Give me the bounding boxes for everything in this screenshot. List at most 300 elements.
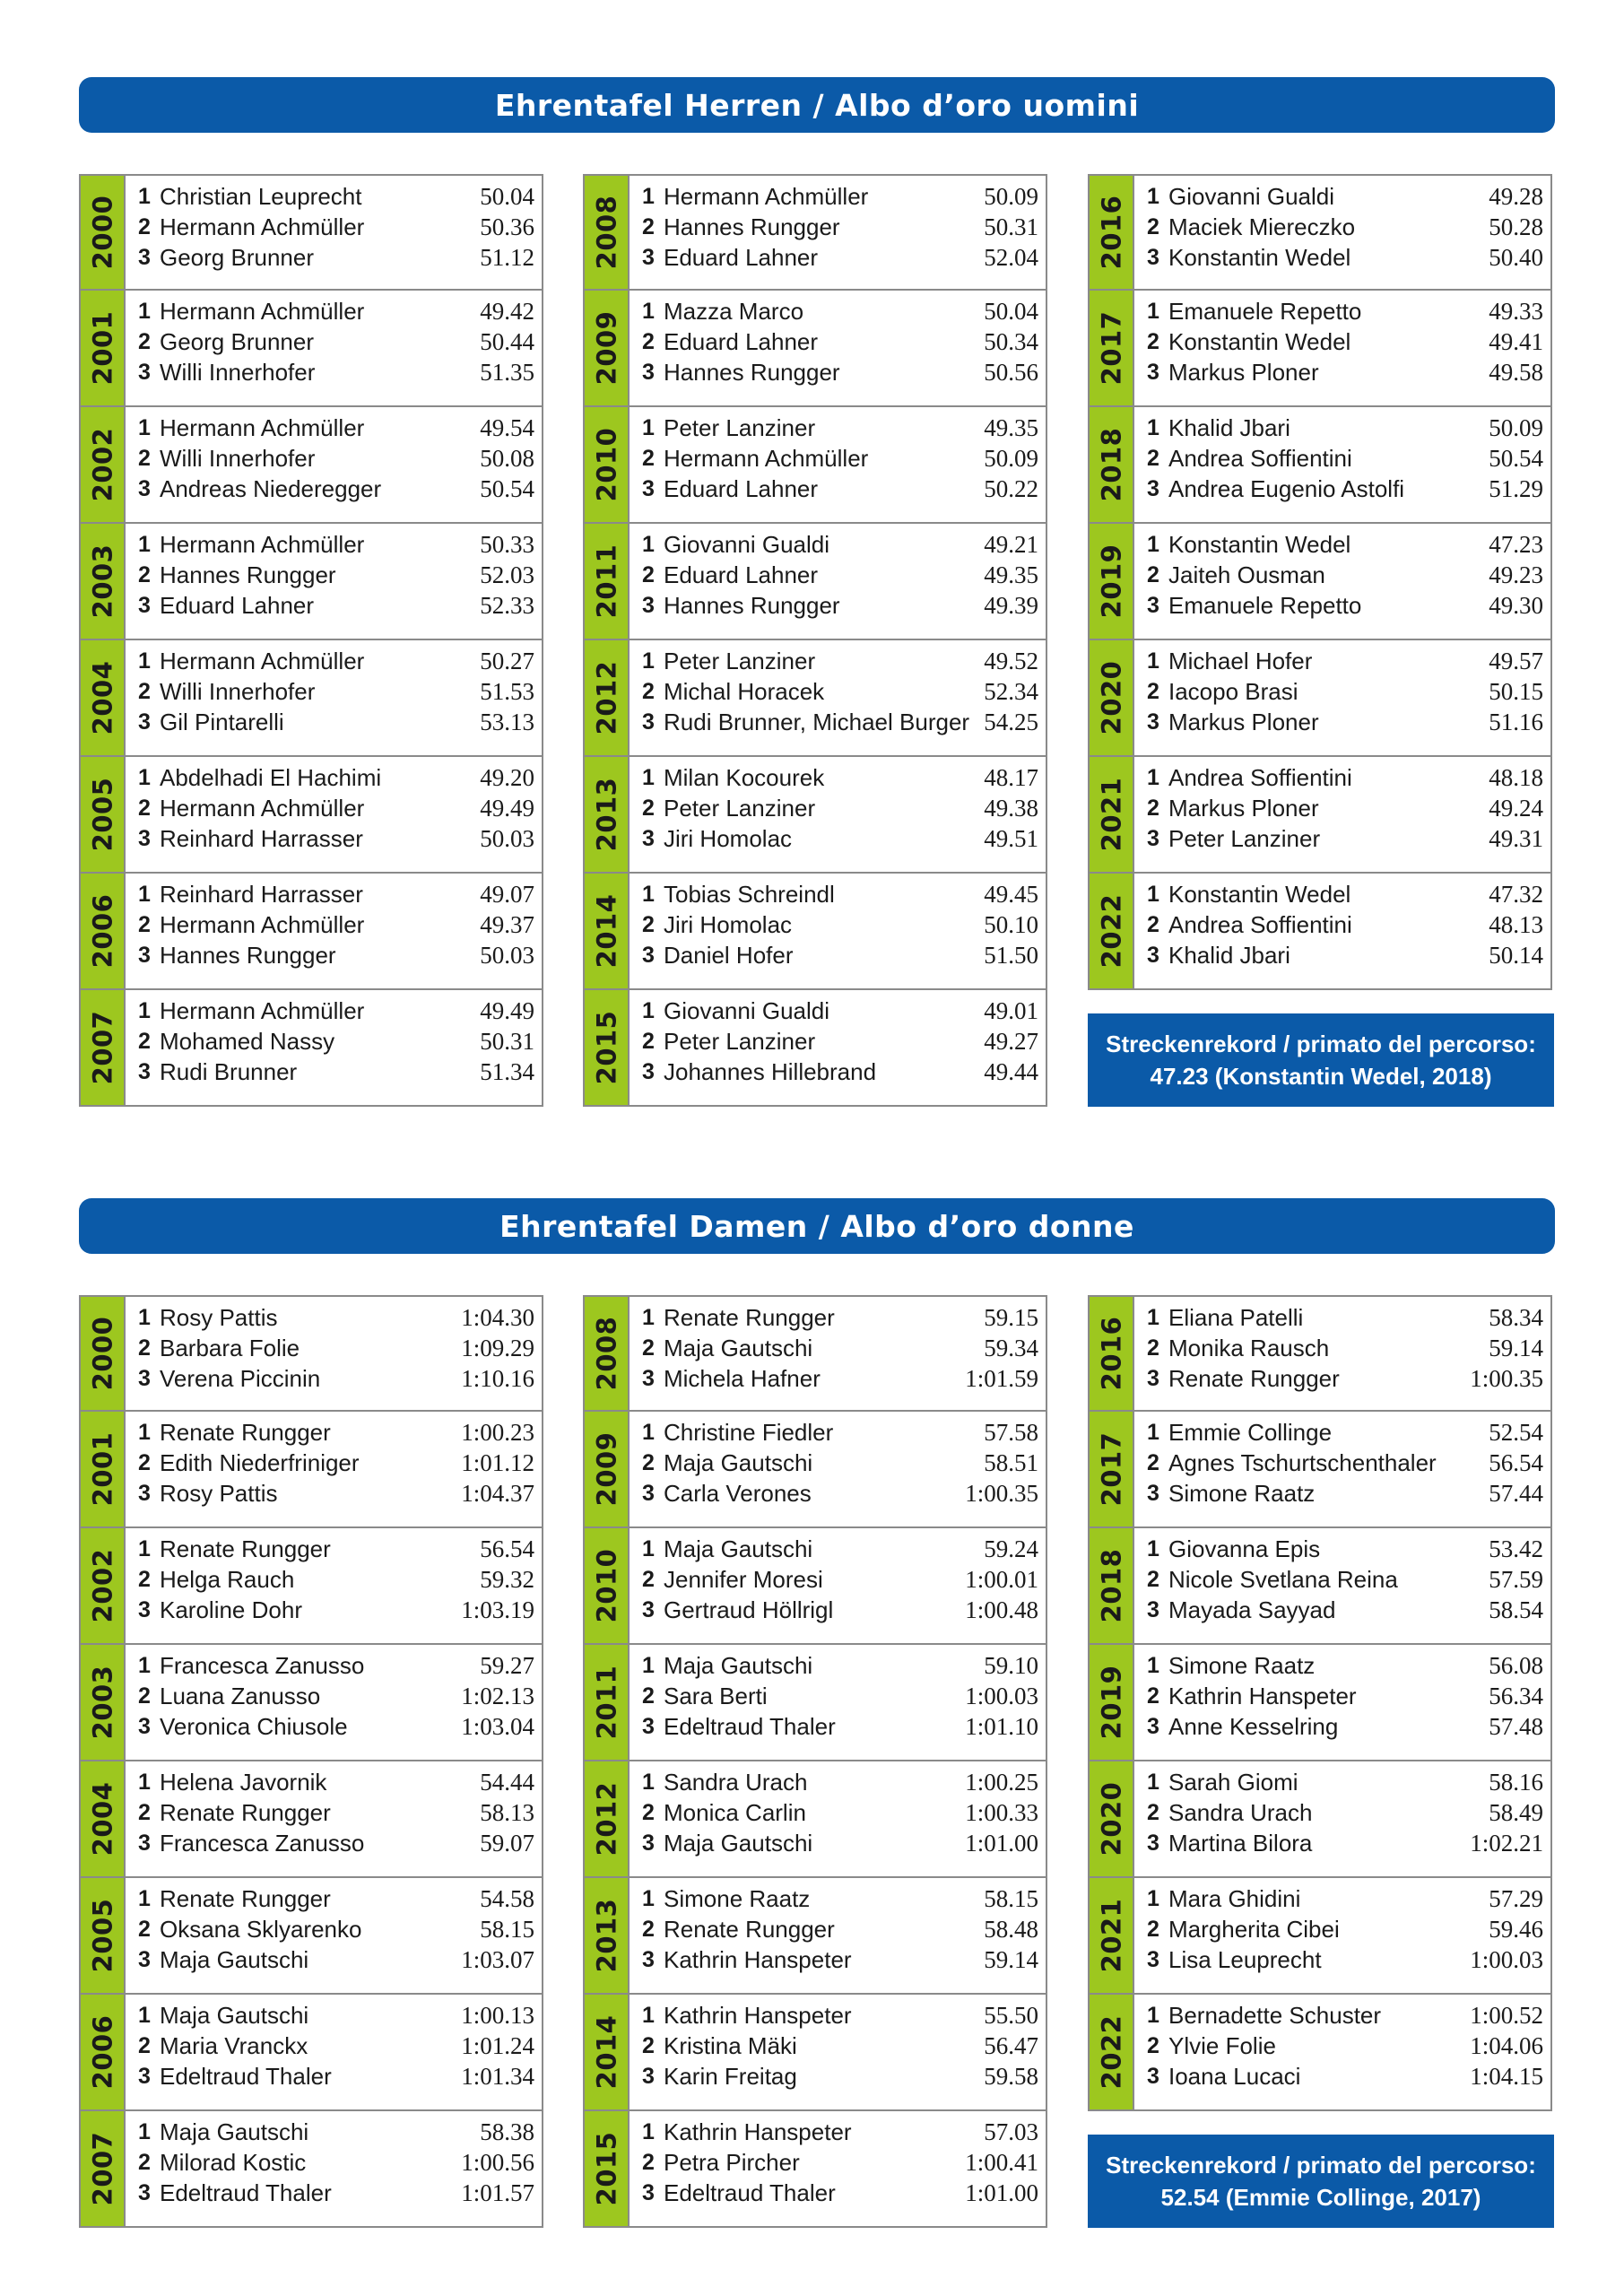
rank-number: 2 [1147,328,1159,354]
athlete-name: Andrea Soffientini [1168,763,1352,791]
podium-row [1147,707,1543,737]
year-block [1088,1645,1552,1761]
year-label-cell [1090,291,1134,405]
finish-time: 49.49 [480,794,534,822]
rank-number: 3 [1147,244,1159,270]
athlete-name: Jiri Homolac [664,824,793,852]
rank-number: 3 [138,709,151,735]
podium-row [642,1650,1038,1681]
podium-row [138,1944,534,1975]
podium-row [138,1595,534,1625]
rank-number: 3 [1147,1830,1159,1856]
podium-row [642,357,1038,387]
finish-time: 50.54 [1489,444,1543,472]
finish-time: 59.10 [984,1651,1038,1679]
year-block [583,1528,1047,1645]
year-label-cell [1090,1645,1134,1760]
podium-row [1147,242,1543,273]
podium-row [138,1828,534,1858]
podium-row [138,590,534,621]
podium-row [138,2178,534,2208]
athlete-name: Barbara Folie [160,1334,300,1361]
rank-number: 1 [138,298,151,324]
rank-number: 3 [138,1365,151,1391]
podium-list [126,176,542,289]
year-block [583,640,1047,757]
athlete-name: Mara Ghidini [1168,1884,1301,1912]
podium-row [1147,1595,1543,1625]
podium-row [1147,762,1543,793]
rank-number: 2 [642,2032,655,2058]
athlete-name: Renate Rungger [664,1915,835,1943]
rank-number: 1 [642,2118,655,2144]
finish-time: 59.15 [984,1303,1038,1331]
finish-time: 50.44 [480,327,534,355]
men-course-record-box [1088,1013,1554,1107]
year-label-cell [585,1412,630,1526]
finish-time: 56.34 [1489,1682,1543,1709]
podium-row [642,793,1038,823]
podium-row [642,1534,1038,1564]
year-label: 2002 [87,1548,117,1623]
rank-number: 2 [1147,1335,1159,1361]
rank-number: 2 [138,2032,151,2058]
finish-time: 50.04 [480,182,534,210]
podium-row [138,996,534,1026]
rank-number: 1 [642,881,655,907]
athlete-name: Maja Gautschi [160,1945,309,1973]
podium-row [138,2061,534,2092]
rank-number: 2 [642,1683,655,1709]
year-label: 2019 [1096,544,1126,619]
finish-time: 52.03 [480,561,534,588]
year-block [79,1995,543,2111]
year-label: 2012 [591,1781,621,1857]
athlete-name: Hermann Achmüller [160,213,365,240]
athlete-name: Edeltraud Thaler [664,1712,836,1740]
athlete-name: Eduard Lahner [160,591,315,619]
rank-number: 2 [642,1799,655,1825]
rank-number: 2 [642,561,655,587]
podium-row [1147,590,1543,621]
finish-time: 50.09 [1489,413,1543,441]
finish-time: 54.44 [480,1768,534,1796]
year-block [79,1878,543,1995]
podium-list [126,1528,542,1643]
athlete-name: Andreas Niederegger [160,474,382,502]
year-label-cell [585,1297,630,1410]
podium-row [138,212,534,242]
finish-time: 49.52 [984,647,1038,674]
finish-time: 49.49 [480,996,534,1024]
finish-time: 1:02.13 [461,1682,534,1709]
year-label: 2004 [87,1781,117,1857]
podium-row [642,1448,1038,1478]
finish-time: 49.39 [984,591,1038,619]
year-label: 2009 [591,310,621,386]
rank-number: 2 [1147,1916,1159,1942]
year-label-cell [81,176,126,289]
finish-time: 47.23 [1489,530,1543,558]
athlete-name: Maja Gautschi [664,1829,813,1857]
year-label: 2011 [591,1665,621,1740]
year-label: 2013 [591,1898,621,1973]
rank-number: 2 [642,445,655,471]
athlete-name: Edith Niederfriniger [160,1448,360,1476]
rank-number: 2 [138,1566,151,1592]
women-results-column-3 [1088,1295,1552,2111]
rank-number: 3 [642,359,655,385]
podium-list [126,524,542,639]
athlete-name: Christine Fiedler [664,1418,834,1446]
podium-list [630,1878,1046,1993]
finish-time: 1:00.03 [965,1682,1038,1709]
finish-time: 51.16 [1489,708,1543,735]
podium-row [1147,1681,1543,1711]
rank-number: 3 [1147,359,1159,385]
year-label: 2016 [1096,195,1126,270]
finish-time: 50.40 [1489,243,1543,271]
athlete-name: Bernadette Schuster [1168,2001,1382,2029]
rank-number: 3 [138,825,151,851]
athlete-name: Petra Pircher [664,2148,800,2176]
podium-row [1147,2061,1543,2092]
podium-row [1147,529,1543,560]
athlete-name: Kathrin Hanspeter [664,2118,852,2145]
year-label-cell [585,524,630,639]
year-block [583,874,1047,990]
finish-time: 50.33 [480,530,534,558]
athlete-name: Renate Rungger [1168,1364,1340,1392]
rank-number: 2 [642,1916,655,1942]
finish-time: 58.48 [984,1915,1038,1943]
year-label-cell [585,2111,630,2226]
finish-time: 49.41 [1489,327,1543,355]
finish-time: 1:00.35 [965,1479,1038,1507]
podium-row [138,1363,534,1394]
year-label: 2010 [591,427,621,502]
finish-time: 56.54 [1489,1448,1543,1476]
athlete-name: Andrea Soffientini [1168,444,1352,472]
year-label: 2020 [1096,660,1126,735]
podium-row [1147,1417,1543,1448]
rank-number: 1 [138,997,151,1023]
athlete-name: Veronica Chiusole [160,1712,348,1740]
finish-time: 48.18 [1489,763,1543,791]
rank-number: 2 [1147,445,1159,471]
finish-time: 49.07 [480,880,534,908]
year-block [583,407,1047,524]
year-label-cell [585,874,630,988]
podium-row [642,762,1038,793]
rank-number: 2 [138,1335,151,1361]
finish-time: 58.51 [984,1448,1038,1476]
athlete-name: Simone Raatz [664,1884,811,1912]
finish-time: 50.22 [984,474,1038,502]
athlete-name: Edeltraud Thaler [664,2179,836,2206]
athlete-name: Willi Innerhofer [160,677,316,705]
podium-row [138,646,534,676]
rank-number: 1 [1147,2002,1159,2028]
year-label-cell [81,1878,126,1993]
rank-number: 3 [642,1946,655,1972]
podium-list [630,874,1046,988]
year-block [583,1645,1047,1761]
athlete-name: Christian Leuprecht [160,182,362,210]
rank-number: 3 [138,1713,151,1739]
podium-row [1147,1333,1543,1363]
year-block [79,640,543,757]
year-label-cell [585,640,630,755]
podium-row [138,560,534,590]
finish-time: 49.51 [984,824,1038,852]
athlete-name: Giovanni Gualdi [664,530,829,558]
year-label-cell [81,990,126,1105]
athlete-name: Maja Gautschi [664,1651,813,1679]
year-block [583,2111,1047,2228]
podium-list [1134,1528,1550,1643]
athlete-name: Sandra Urach [1168,1798,1313,1826]
finish-time: 49.42 [480,297,534,325]
finish-time: 59.46 [1489,1915,1543,1943]
podium-row [642,2117,1038,2147]
podium-row [1147,443,1543,474]
finish-time: 59.34 [984,1334,1038,1361]
rank-number: 2 [1147,1799,1159,1825]
athlete-name: Michael Hofer [1168,647,1313,674]
athlete-name: Jaiteh Ousman [1168,561,1325,588]
athlete-name: Peter Lanziner [1168,824,1321,852]
athlete-name: Ioana Lucaci [1168,2062,1301,2090]
podium-row [642,1944,1038,1975]
year-label-cell [585,1878,630,1993]
rank-number: 3 [138,1596,151,1622]
podium-row [1147,1302,1543,1333]
athlete-name: Renate Rungger [160,1884,331,1912]
athlete-name: Renate Rungger [160,1418,331,1446]
podium-row [138,1534,534,1564]
year-block [79,1295,543,1412]
year-label: 2021 [1096,777,1126,852]
finish-time: 59.14 [1489,1334,1543,1361]
podium-list [126,407,542,522]
podium-row [138,181,534,212]
year-label: 2013 [591,777,621,852]
rank-number: 2 [138,1799,151,1825]
finish-time: 49.54 [480,413,534,441]
finish-time: 49.30 [1489,591,1543,619]
year-block [79,874,543,990]
rank-number: 3 [1147,1713,1159,1739]
rank-number: 1 [642,183,655,209]
athlete-name: Renate Rungger [160,1535,331,1562]
finish-time: 49.44 [984,1057,1038,1085]
year-block [79,757,543,874]
rank-number: 1 [642,997,655,1023]
year-block [79,1412,543,1528]
year-label: 2008 [591,195,621,270]
year-label-cell [81,1995,126,2109]
year-label-cell [585,1645,630,1760]
podium-list [630,1995,1046,2109]
year-label: 2019 [1096,1665,1126,1740]
finish-time: 58.34 [1489,1303,1543,1331]
podium-row [1147,2031,1543,2061]
athlete-name: Andrea Soffientini [1168,910,1352,938]
rank-number: 3 [1147,825,1159,851]
podium-row [642,940,1038,970]
podium-row [1147,560,1543,590]
rank-number: 2 [642,1028,655,1054]
podium-list [126,640,542,755]
year-label: 2007 [87,2131,117,2206]
rank-number: 3 [138,244,151,270]
athlete-name: Rosy Pattis [160,1303,278,1331]
podium-row [642,326,1038,357]
athlete-name: Monica Carlin [664,1798,806,1826]
finish-time: 1:03.04 [461,1712,534,1740]
athlete-name: Renate Rungger [160,1798,331,1826]
athlete-name: Peter Lanziner [664,413,816,441]
rank-number: 1 [1147,764,1159,790]
finish-time: 56.08 [1489,1651,1543,1679]
finish-time: 47.32 [1489,880,1543,908]
year-label: 2012 [591,660,621,735]
year-block [79,2111,543,2228]
finish-time: 1:00.35 [1470,1364,1543,1392]
podium-list [1134,291,1550,405]
podium-row [642,879,1038,909]
year-label-cell [585,990,630,1105]
podium-row [138,707,534,737]
finish-time: 58.54 [1489,1596,1543,1623]
athlete-name: Maja Gautschi [160,2118,309,2145]
year-label-cell [585,176,630,289]
rank-number: 1 [642,531,655,557]
rank-number: 3 [138,1058,151,1084]
finish-time: 57.44 [1489,1479,1543,1507]
podium-row [1147,1564,1543,1595]
finish-time: 49.37 [480,910,534,938]
year-label: 2018 [1096,427,1126,502]
podium-list [1134,1761,1550,1876]
rank-number: 3 [138,942,151,968]
podium-row [642,2178,1038,2208]
rank-number: 1 [1147,531,1159,557]
podium-row [138,296,534,326]
podium-row [1147,1944,1543,1975]
finish-time: 56.47 [984,2031,1038,2059]
athlete-name: Rudi Brunner [160,1057,298,1085]
podium-row [642,1417,1038,1448]
podium-row [642,1363,1038,1394]
podium-row [1147,1478,1543,1509]
athlete-name: Hermann Achmüller [160,530,365,558]
podium-row [138,1026,534,1057]
podium-row [1147,646,1543,676]
athlete-name: Peter Lanziner [664,1027,816,1055]
year-label-cell [81,1761,126,1876]
podium-row [1147,1363,1543,1394]
rank-number: 2 [138,911,151,937]
year-block [1088,1528,1552,1645]
podium-list [630,1761,1046,1876]
podium-row [138,1057,534,1087]
year-block [583,1995,1047,2111]
year-label: 2003 [87,1665,117,1740]
year-block [1088,640,1552,757]
podium-row [138,413,534,443]
year-label-cell [81,291,126,405]
podium-list [1134,1995,1550,2109]
athlete-name: Hermann Achmüller [160,996,365,1024]
rank-number: 1 [138,2002,151,2028]
athlete-name: Edeltraud Thaler [160,2179,332,2206]
podium-row [642,560,1038,590]
rank-number: 3 [642,1480,655,1506]
podium-row [642,474,1038,504]
rank-number: 2 [138,1683,151,1709]
podium-list [630,1528,1046,1643]
athlete-name: Reinhard Harrasser [160,880,363,908]
year-label: 2022 [1096,2014,1126,2090]
finish-time: 1:04.30 [461,1303,534,1331]
rank-number: 3 [138,1946,151,1972]
athlete-name: Hannes Rungger [160,561,336,588]
athlete-name: Andrea Eugenio Astolfi [1168,474,1405,502]
podium-row [1147,296,1543,326]
rank-number: 3 [138,2063,151,2089]
finish-time: 49.24 [1489,794,1543,822]
rank-number: 2 [1147,561,1159,587]
rank-number: 1 [642,1535,655,1561]
finish-time: 49.28 [1489,182,1543,210]
year-label-cell [1090,874,1134,988]
finish-time: 59.24 [984,1535,1038,1562]
rank-number: 2 [642,328,655,354]
finish-time: 1:00.52 [1470,2001,1543,2029]
rank-number: 2 [642,911,655,937]
year-label: 2017 [1096,310,1126,386]
year-block [1088,874,1552,990]
year-label-cell [1090,1995,1134,2109]
athlete-name: Carla Verones [664,1479,812,1507]
finish-time: 57.59 [1489,1565,1543,1593]
finish-time: 1:01.59 [965,1364,1038,1392]
podium-row [138,762,534,793]
podium-list [126,990,542,1105]
podium-list [126,1878,542,1993]
year-label: 2005 [87,777,117,852]
year-block [79,1645,543,1761]
athlete-name: Willi Innerhofer [160,358,316,386]
athlete-name: Konstantin Wedel [1168,530,1351,558]
rank-number: 1 [138,648,151,674]
podium-list [630,757,1046,872]
year-label-cell [81,407,126,522]
year-label: 2014 [591,2014,621,2090]
athlete-name: Johannes Hillebrand [664,1057,877,1085]
rank-number: 3 [642,592,655,618]
podium-row [1147,474,1543,504]
rank-number: 1 [1147,1885,1159,1911]
rank-number: 2 [138,561,151,587]
podium-list [630,990,1046,1105]
finish-time: 59.32 [480,1565,534,1593]
year-label-cell [585,1761,630,1876]
podium-row [1147,1711,1543,1742]
finish-time: 49.45 [984,880,1038,908]
